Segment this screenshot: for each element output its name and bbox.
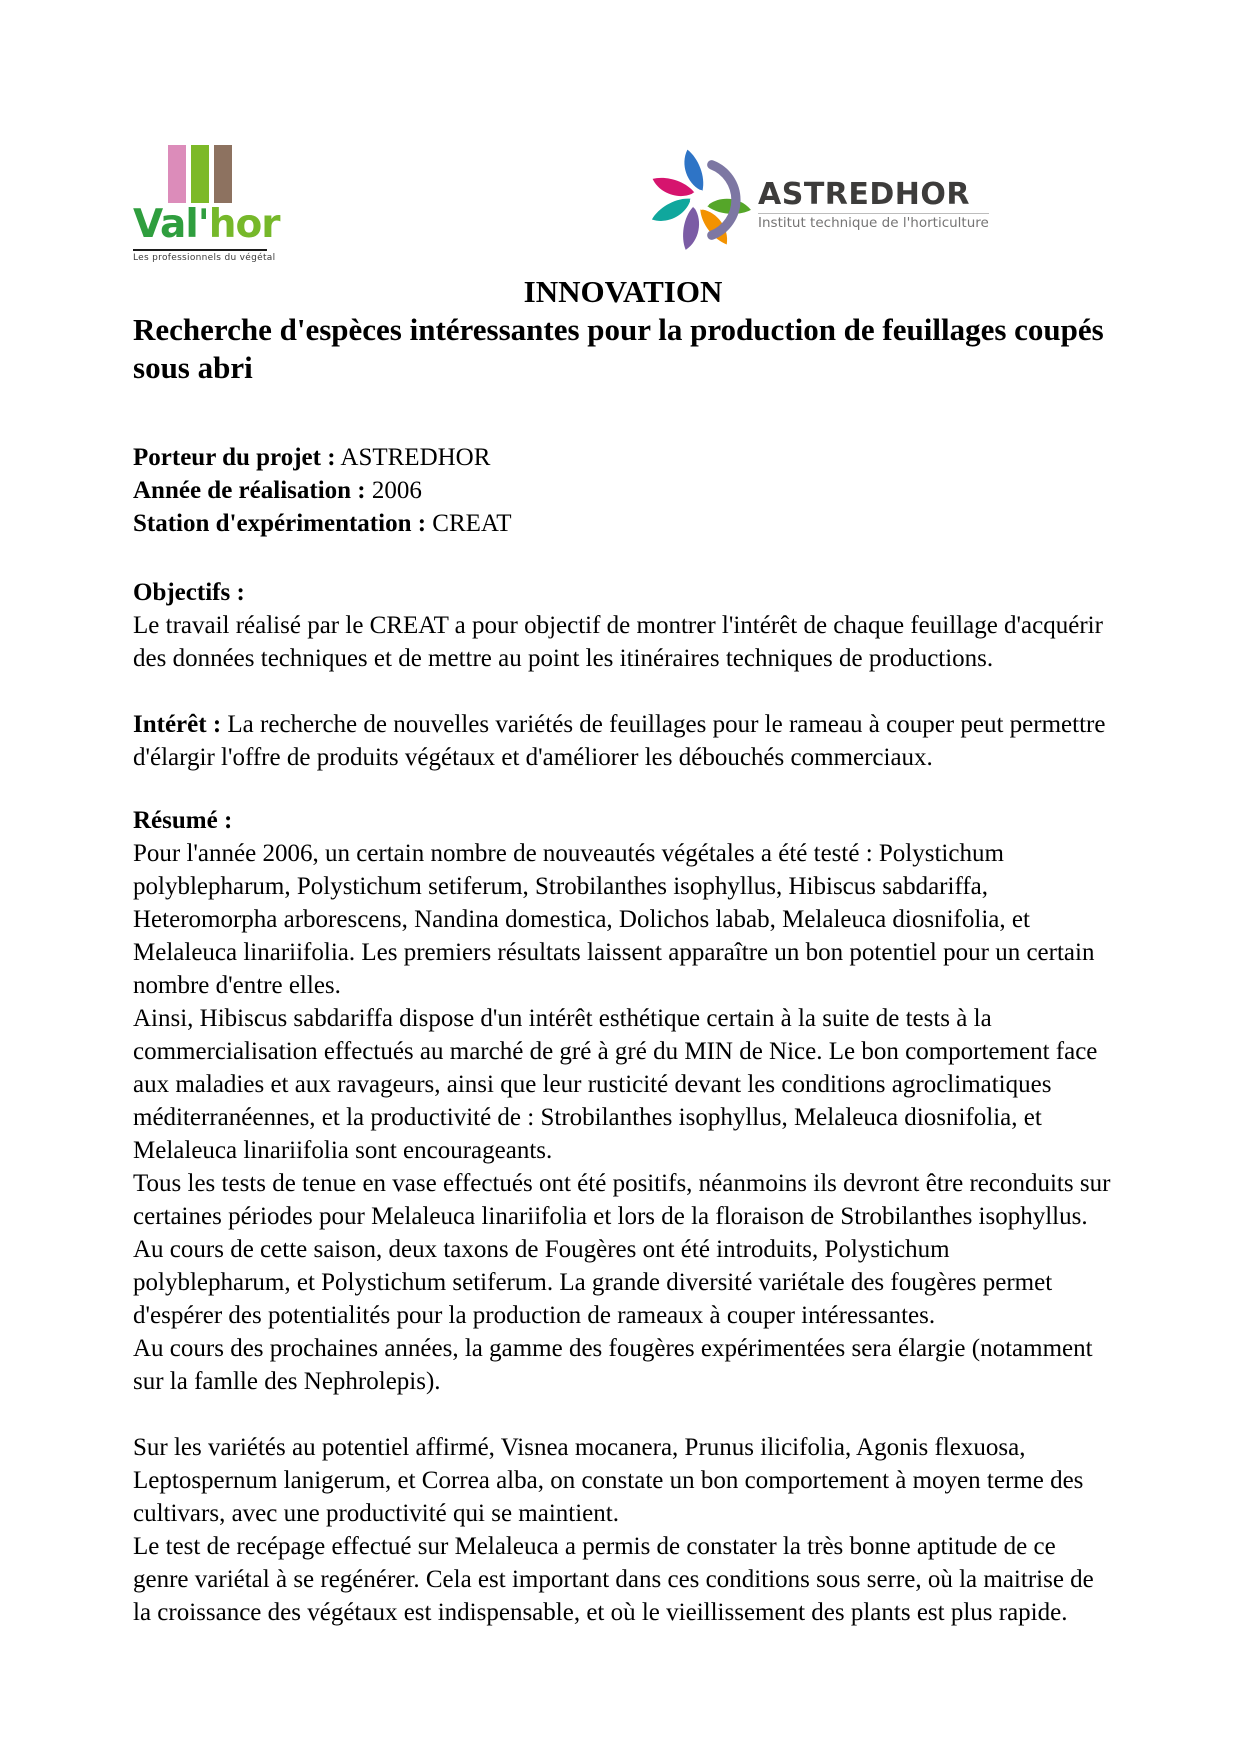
meta-label: Station d'expérimentation :: [133, 510, 427, 537]
valhor-divider: [133, 249, 267, 251]
valhor-bars-icon: [133, 145, 267, 203]
document-category: INNOVATION: [523, 274, 723, 309]
valhor-word-primary: Val': [133, 202, 209, 247]
interet-body: La recherche de nouvelles variétés de feuillages pour le rameau à couper peut permettre d'élargir l'offre de produits végétaux et d'améliorer les débouchés commerciaux.: [133, 711, 1106, 771]
project-meta: [133, 441, 1113, 540]
section-objectifs: [133, 576, 1113, 675]
valhor-wordmark: [133, 202, 280, 247]
meta-row-station: [133, 507, 1113, 540]
valhor-tagline: Les professionnels du végétal: [133, 253, 276, 263]
meta-value: CREAT: [432, 510, 512, 537]
meta-value: 2006: [371, 477, 422, 504]
astredhor-logo: [648, 148, 989, 252]
objectifs-body: Le travail réalisé par le CREAT a pour objectif de montrer l'intérêt de chaque feuillage d'acquérir des données techniques et de mettre au point les itinéraires techniques de productions.: [133, 612, 1103, 672]
interet-label: Intérêt :: [133, 711, 222, 738]
resume-closing-paragraphs: [133, 1431, 1113, 1629]
paragraph: Ainsi, Hibiscus sabdariffa dispose d'un intérêt esthétique certain à la suite de tests à la commercialisation effectués au marché de gré à gré du MIN de Nice. Le bon comportement face aux maladies et aux ravageurs, ainsi que leur rusticité devant les conditions agroclimatiques méditerranéennes, et la productivité de : Strobilanthes isophyllus, Melaleuca diosnifolia, et Melaleuca linariifolia sont encourageants.: [133, 1005, 1098, 1164]
astredhor-wordmark: ASTREDHOR: [758, 177, 970, 212]
meta-label: Année de réalisation :: [133, 477, 366, 504]
section-resume: [133, 804, 1113, 1629]
paragraph: Pour l'année 2006, un certain nombre de nouveautés végétales a été testé : Polystichum polyblepharum, Polystichum setiferum, Strobilanthes isophyllus, Hibiscus sabdariffa, Heteromorpha arborescens, Nandina domestica, Dolichos labab, Melaleuca diosnifolia, et Melaleuca linariifolia. Les premiers résultats laissent apparaître un bon potentiel pour un certain nombre d'entre elles.: [133, 840, 1095, 999]
astredhor-divider: [758, 213, 989, 214]
valhor-bar-brown: [214, 145, 232, 203]
section-interet: [133, 708, 1113, 774]
meta-row-porteur: [133, 441, 1113, 474]
meta-value: ASTREDHOR: [340, 444, 491, 471]
valhor-logo: [133, 145, 280, 263]
paragraph: Au cours des prochaines années, la gamme des fougères expérimentées sera élargie (notamment sur la famlle des Nephrolepis).: [133, 1335, 1093, 1395]
valhor-word-secondary: hor: [208, 202, 280, 247]
valhor-bar-green: [191, 145, 209, 203]
meta-label: Porteur du projet :: [133, 444, 336, 471]
meta-row-annee: [133, 474, 1113, 507]
resume-heading: Résumé :: [133, 807, 233, 834]
paragraph: Au cours de cette saison, deux taxons de Fougères ont été introduits, Polystichum polyblepharum, et Polystichum setiferum. La grande diversité variétale des fougères permet d'espérer des potentialités pour la production de rameaux à couper intéressantes.: [133, 1236, 1053, 1329]
page-title: Recherche d'espèces intéressantes pour la production de feuillages coupés sous abri: [133, 312, 1104, 385]
astredhor-subtitle: Institut technique de l'horticulture: [758, 215, 989, 231]
paragraph: Tous les tests de tenue en vase effectués ont été positifs, néanmoins ils devront être reconduits sur certaines périodes pour Melaleuca linariifolia et lors de la floraison de Strobilanthes isophyllus.: [133, 1170, 1111, 1230]
document-content: [133, 272, 1113, 1629]
resume-paragraphs: [133, 837, 1113, 1398]
interet-paragraph: [133, 708, 1113, 774]
paragraph: Le test de recépage effectué sur Melaleuca a permis de constater la très bonne aptitude de ce genre variétal à se regénérer. Cela est important dans ces conditions sous serre, où la maitrise de la croissance des végétaux est indispensable, et où le vieillissement des plants est plus rapide.: [133, 1533, 1094, 1626]
objectifs-heading: Objectifs :: [133, 579, 245, 606]
paragraph: Sur les variétés au potentiel affirmé, Visnea mocanera, Prunus ilicifolia, Agonis flexuosa, Leptospernum lanigerum, et Correa alba, on constate un bon comportement à moyen terme des cultivars, avec une productivité qui se maintient.: [133, 1434, 1084, 1527]
astredhor-textblock: [758, 179, 989, 231]
astredhor-flower-icon: [648, 148, 752, 252]
valhor-bar-pink: [168, 145, 186, 203]
